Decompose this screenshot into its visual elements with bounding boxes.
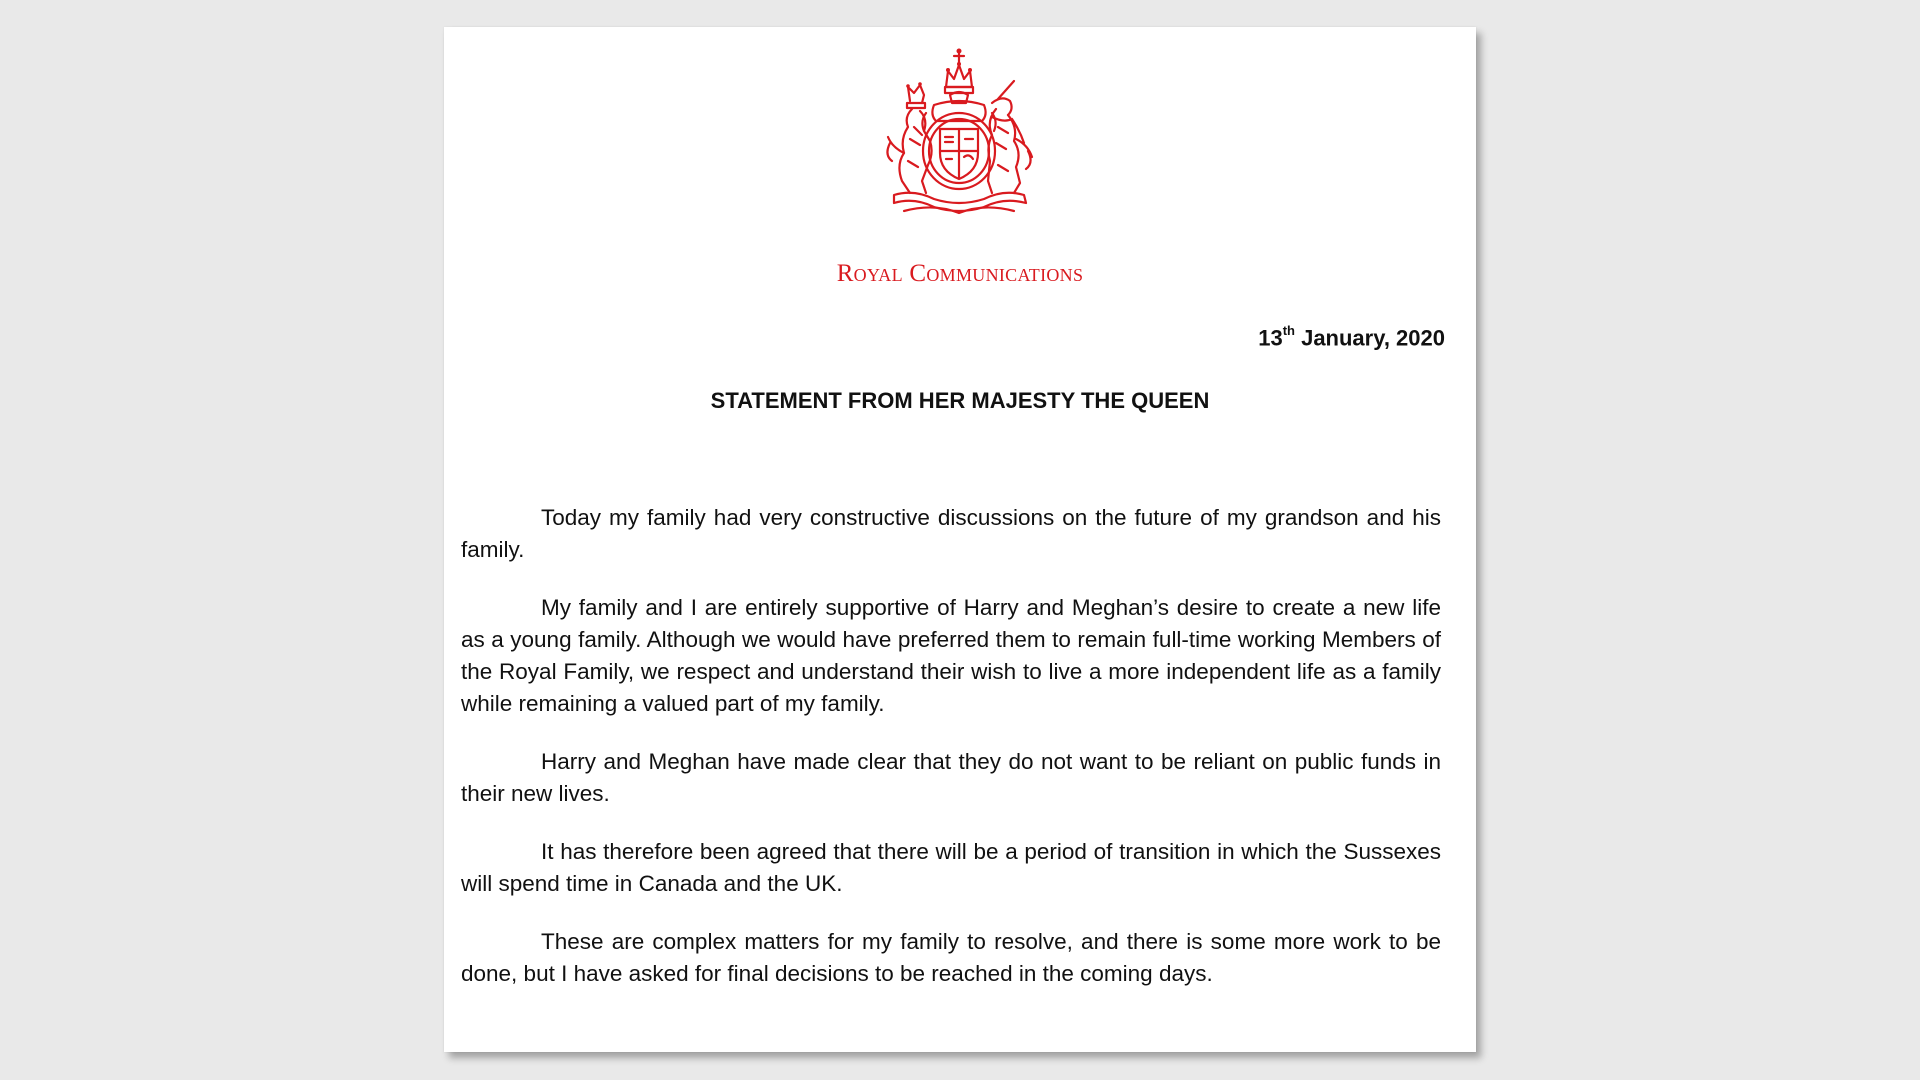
statement-date bbox=[1258, 325, 1445, 351]
date-day: 13 bbox=[1258, 325, 1283, 351]
paragraph: Today my family had very constructive discussions on the future of my grandson and his family. bbox=[461, 505, 1441, 562]
letterhead-royal-communications: Royal Communications bbox=[836, 260, 1084, 287]
statement-body bbox=[461, 502, 1441, 1016]
statement-page bbox=[444, 27, 1476, 1052]
statement-title: STATEMENT FROM HER MAJESTY THE QUEEN bbox=[710, 388, 1210, 413]
paragraph: Harry and Meghan have made clear that they do not want to be reliant on public funds in their new lives. bbox=[461, 749, 1441, 806]
royal-coat-of-arms-icon bbox=[874, 43, 1044, 219]
paragraph: My family and I are entirely supportive of Harry and Meghan’s desire to create a new life as a young family. Although we would have preferred them to remain full-time working Members of the Royal Family, we respect and understand their wish to live a more independent life as a family while remaining a valued part of my family. bbox=[461, 595, 1441, 716]
paragraph: These are complex matters for my family to resolve, and there is some more work to be done, but I have asked for final decisions to be reached in the coming days. bbox=[461, 929, 1441, 986]
date-month-year: January, 2020 bbox=[1294, 325, 1445, 351]
date-suffix: th bbox=[1282, 323, 1295, 338]
paragraph: It has therefore been agreed that there will be a period of transition in which the Sussexes will spend time in Canada and the UK. bbox=[461, 839, 1441, 896]
